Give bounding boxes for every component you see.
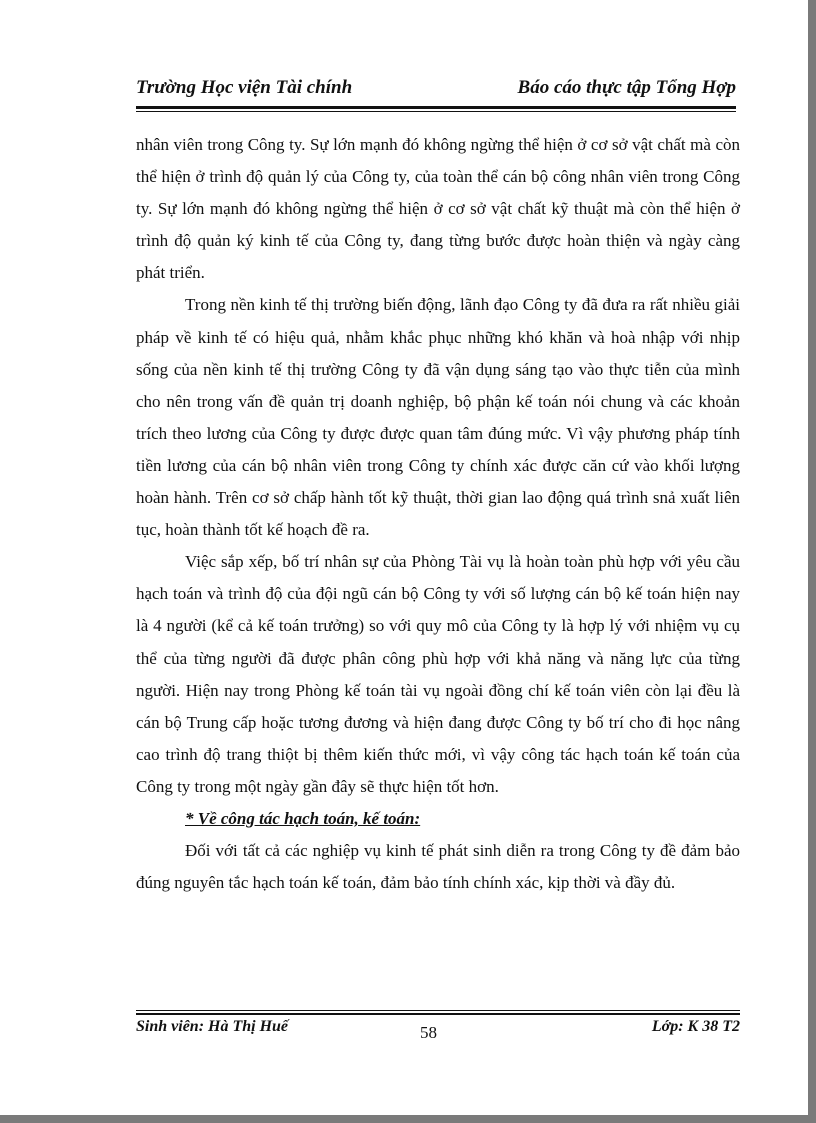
paragraph-market-economy: Trong nền kinh tế thị trường biến động, lãnh đạo Công ty đã đưa ra rất nhiều giải pháp về kinh tế có hiệu quả, nhằm khắc phục những khó khăn và hoà nhập với nhịp sống của nền kinh tế thị trường Công ty đã vận dụng sáng tạo vào thực tiễn của mình cho nên trong vấn đề quản trị doanh nghiệp, bộ phận kế toán nói chung và các khoản trích theo lương của Công ty được được quan tâm đúng mức. Vì vậy phương pháp tính tiền lương của cán bộ nhân viên trong Công ty chính xác được căn cứ vào khối lượng hoàn hành. Trên cơ sở chấp hành tốt kỹ thuật, thời gian lao động quá trình snả xuất liên tục, hoàn thành tốt kế hoạch đề ra. <box>136 295 740 540</box>
page-edge-right <box>808 0 816 1123</box>
header-report-title: Báo cáo thực tập Tổng Hợp <box>517 77 736 98</box>
section-subheading: * Về công tác hạch toán, kế toán: <box>185 808 421 828</box>
footer-rule-thin <box>136 1010 740 1011</box>
header-rule-thick <box>136 106 736 109</box>
footer-rule-thick <box>136 1013 740 1015</box>
page-edge-bottom <box>0 1115 816 1123</box>
paragraph-continuation: nhân viên trong Công ty. Sự lớn mạnh đó không ngừng thể hiện ở cơ sở vật chất mà còn thể hiện ở trình độ quản lý của Công ty, của toàn thể cán bộ công nhân viên trong Công ty. Sự lớn mạnh đó không ngừng thể hiện ở cơ sở vật chất kỹ thuật mà còn thể hiện ở trình độ quản ký kinh tế của Công ty, đang từng bước được hoàn thiện và ngày càng phát triển. <box>136 135 740 283</box>
footer-page-number: 58 <box>420 1023 437 1042</box>
paragraph-staff-arrangement: Việc sắp xếp, bố trí nhân sự của Phòng Tài vụ là hoàn toàn phù hợp với yêu cầu hạch toán và trình độ của đội ngũ cán bộ Công ty với số lượng cán bộ kế toán hiện nay là 4 người (kể cả kế toán trưởng) so với quy mô của Công ty là hợp lý với nhiệm vụ cụ thể của từng người đã được phân công phù hợp với khả năng và năng lực của từng người. Hiện nay trong Phòng kế toán tài vụ ngoài đồng chí kế toán viên còn lại đều là cán bộ Trung cấp hoặc tương đương và hiện đang được Công ty bố trí cho đi học nâng cao trình độ trang thiột bị thêm kiến thức mới, vì vậy công tác hạch toán kế toán của Công ty trong một ngày gần đây sẽ thực hiện tốt hơn. <box>136 552 740 796</box>
document-body <box>136 129 740 899</box>
paragraph-accounting-principles: Đối với tất cả các nghiệp vụ kinh tế phát sinh diễn ra trong Công ty đề đảm bảo đúng nguyên tắc hạch toán kế toán, đảm bảo tính chính xác, kịp thời và đầy đủ. <box>136 841 740 893</box>
footer-student-name: Sinh viên: Hà Thị Huế <box>136 1018 289 1035</box>
footer-class: Lớp: K 38 T2 <box>651 1018 740 1035</box>
page-header <box>136 72 736 112</box>
header-institution: Trường Học viện Tài chính <box>136 77 353 98</box>
header-rule-thin <box>136 111 736 112</box>
page-footer <box>136 1010 740 1050</box>
